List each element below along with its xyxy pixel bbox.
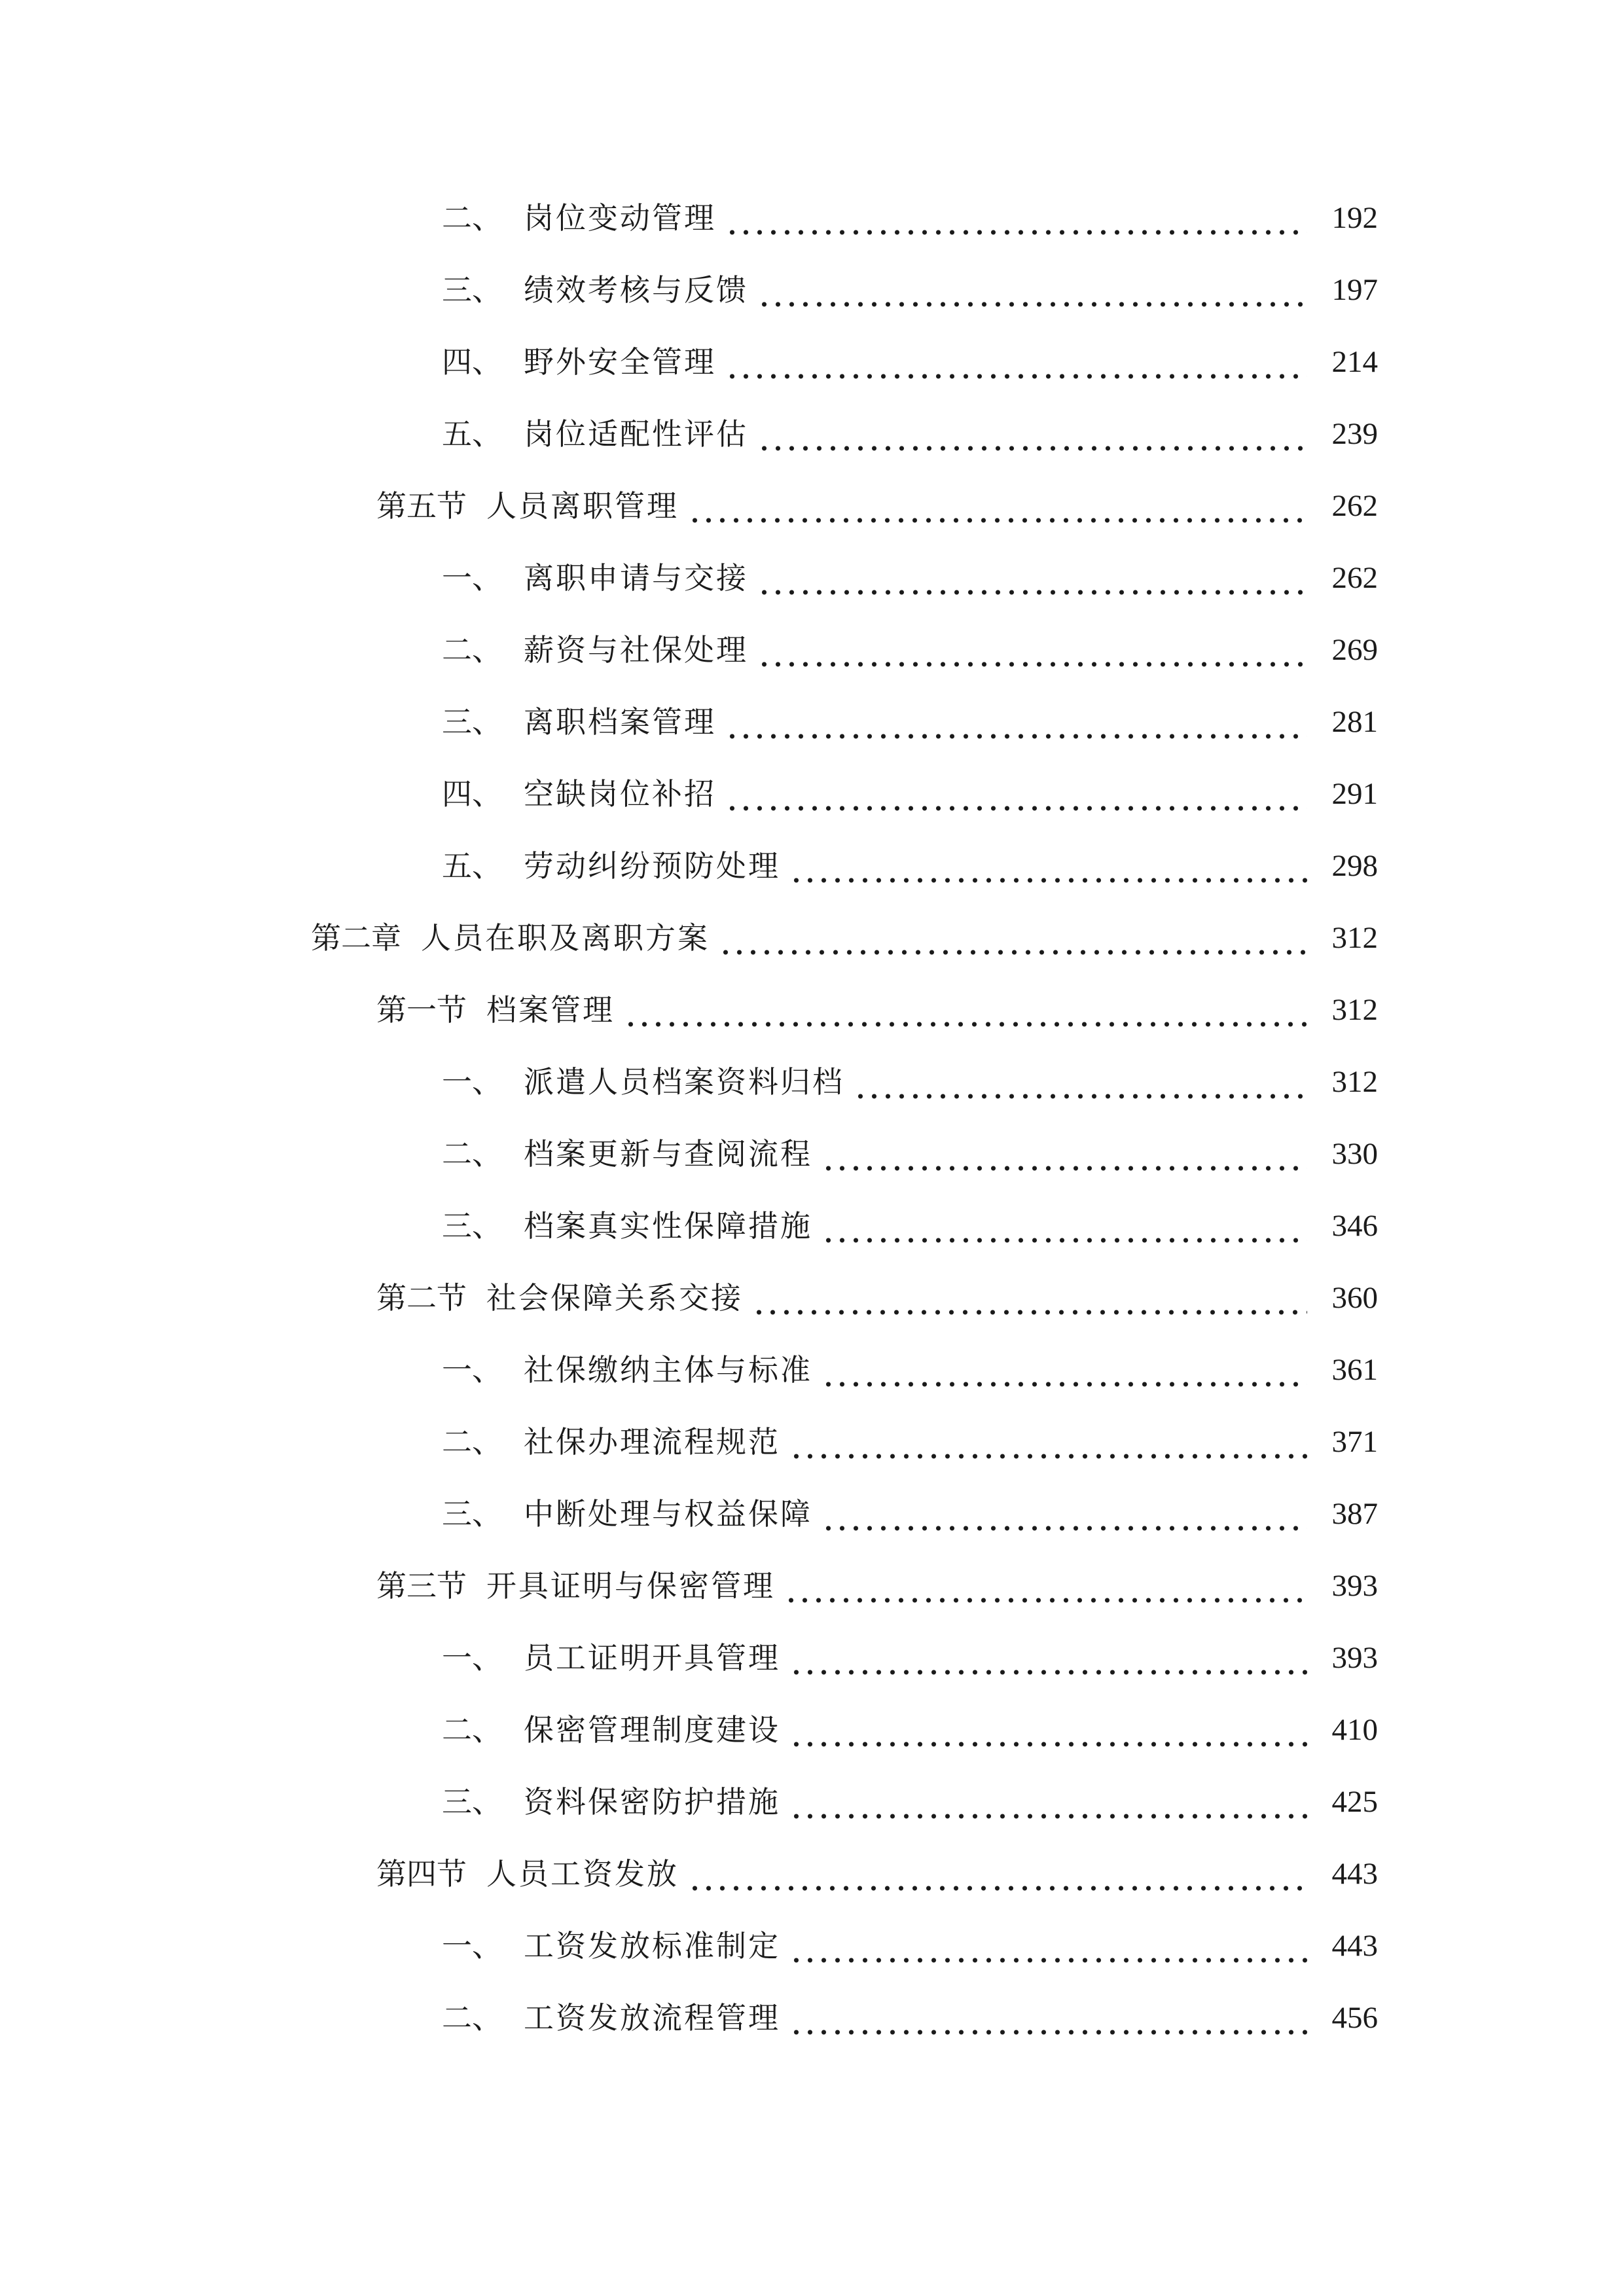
toc-entry-page: 410 — [1331, 1713, 1378, 1747]
toc-entry-number: 五、 — [442, 416, 502, 452]
toc-section-entry[interactable] — [376, 480, 1378, 532]
dot-leader — [757, 552, 1307, 604]
toc-entry-page: 239 — [1331, 417, 1378, 451]
toc-entry-title: 绩效考核与反馈 — [524, 272, 748, 308]
dot-leader — [821, 1200, 1307, 1252]
toc-entry-page: 443 — [1331, 1857, 1378, 1891]
toc-entry-title: 岗位变动管理 — [524, 200, 716, 236]
toc-entry-number: 三、 — [442, 1784, 502, 1820]
toc-entry-title: 档案真实性保障措施 — [524, 1208, 812, 1244]
toc-entry-page: 312 — [1331, 993, 1378, 1027]
dot-leader — [752, 1272, 1307, 1324]
dot-leader — [789, 840, 1307, 892]
toc-entry-page: 192 — [1331, 201, 1378, 235]
toc-entry-title: 人员工资发放 — [486, 1856, 679, 1892]
toc-entry-number: 第二章 — [311, 920, 401, 956]
toc-entry[interactable] — [442, 192, 1378, 244]
dot-leader — [789, 1632, 1307, 1684]
toc-entry-page: 214 — [1331, 345, 1378, 379]
toc-entry[interactable] — [442, 1488, 1378, 1540]
toc-entry-number: 二、 — [442, 1136, 502, 1172]
toc-entry-number: 三、 — [442, 272, 502, 308]
toc-entry-page: 443 — [1331, 1929, 1378, 1963]
toc-entry[interactable] — [442, 1632, 1378, 1684]
toc-entry[interactable] — [442, 1200, 1378, 1252]
toc-entry-title: 社保办理流程规范 — [524, 1424, 780, 1460]
toc-entry-title: 中断处理与权益保障 — [524, 1496, 812, 1532]
toc-entry-title: 社保缴纳主体与标准 — [524, 1352, 812, 1388]
toc-entry[interactable] — [442, 696, 1378, 748]
toc-entry-title: 开具证明与保密管理 — [486, 1568, 775, 1604]
dot-leader — [821, 1344, 1307, 1396]
toc-entry-page: 361 — [1331, 1353, 1378, 1387]
toc-entry-page: 393 — [1331, 1641, 1378, 1675]
toc-section-entry[interactable] — [376, 1848, 1378, 1900]
toc-entry-number: 三、 — [442, 1496, 502, 1532]
toc-entry-number: 三、 — [442, 1208, 502, 1244]
toc-entry-number: 第四节 — [376, 1856, 467, 1892]
dot-leader — [789, 1704, 1307, 1756]
toc-entry-page: 330 — [1331, 1137, 1378, 1171]
toc-entry-title: 空缺岗位补招 — [524, 776, 716, 812]
toc-entry-page: 262 — [1331, 489, 1378, 523]
dot-leader — [784, 1560, 1307, 1612]
dot-leader — [725, 192, 1307, 244]
toc-entry-title: 离职档案管理 — [524, 704, 716, 740]
toc-entry-title: 员工证明开具管理 — [524, 1640, 780, 1676]
toc-entry-number: 第五节 — [376, 488, 467, 524]
toc-entry-title: 保密管理制度建设 — [524, 1712, 780, 1748]
toc-entry-number: 四、 — [442, 344, 502, 380]
toc-entry[interactable] — [442, 1704, 1378, 1756]
toc-entry-title: 社会保障关系交接 — [486, 1280, 743, 1316]
toc-entry-title: 人员离职管理 — [486, 488, 679, 524]
dot-leader — [789, 1920, 1307, 1972]
toc-entry[interactable] — [442, 1776, 1378, 1828]
toc-entry-page: 197 — [1331, 273, 1378, 307]
dot-leader — [821, 1488, 1307, 1540]
toc-entry-number: 二、 — [442, 632, 502, 668]
toc-entry-title: 档案管理 — [486, 992, 615, 1028]
toc-entry-number: 第一节 — [376, 992, 467, 1028]
toc-entry-page: 387 — [1331, 1497, 1378, 1531]
dot-leader — [725, 696, 1307, 748]
toc-entry-number: 第二节 — [376, 1280, 467, 1316]
toc-entry-title: 岗位适配性评估 — [524, 416, 748, 452]
toc-entry-title: 劳动纠纷预防处理 — [524, 848, 780, 884]
toc-entry-title: 档案更新与查阅流程 — [524, 1136, 812, 1172]
dot-leader — [688, 480, 1307, 532]
toc-entry[interactable] — [442, 840, 1378, 892]
toc-entry[interactable] — [442, 264, 1378, 316]
toc-entry-page: 298 — [1331, 849, 1378, 883]
toc-entry-page: 269 — [1331, 633, 1378, 667]
dot-leader — [624, 984, 1307, 1036]
toc-entry[interactable] — [442, 768, 1378, 820]
toc-entry-page: 262 — [1331, 561, 1378, 595]
toc-entry[interactable] — [442, 1992, 1378, 2044]
toc-entry-number: 三、 — [442, 704, 502, 740]
dot-leader — [789, 1776, 1307, 1828]
toc-entry-page: 312 — [1331, 1065, 1378, 1099]
toc-entry[interactable] — [442, 1920, 1378, 1972]
toc-entry-page: 360 — [1331, 1281, 1378, 1315]
dot-leader — [789, 1992, 1307, 2044]
toc-entry-number: 二、 — [442, 2000, 502, 2036]
toc-entry-title: 工资发放标准制定 — [524, 1928, 780, 1964]
toc-entry-title: 薪资与社保处理 — [524, 632, 748, 668]
toc-entry-number: 一、 — [442, 1352, 502, 1388]
toc-entry-page: 425 — [1331, 1785, 1378, 1819]
toc-entry-title: 派遣人员档案资料归档 — [524, 1064, 844, 1100]
toc-entry-number: 第三节 — [376, 1568, 467, 1604]
toc-entry-page: 281 — [1331, 705, 1378, 739]
toc-entry-page: 312 — [1331, 921, 1378, 955]
dot-leader — [725, 336, 1307, 388]
toc-entry-title: 资料保密防护措施 — [524, 1784, 780, 1820]
toc-entry-number: 四、 — [442, 776, 502, 812]
dot-leader — [757, 408, 1307, 460]
toc-section-entry[interactable] — [376, 1560, 1378, 1612]
toc-entry[interactable] — [442, 336, 1378, 388]
dot-leader — [757, 624, 1307, 676]
toc-entry-title: 人员在职及离职方案 — [421, 920, 710, 956]
toc-entry-title: 离职申请与交接 — [524, 560, 748, 596]
toc-entry-number: 二、 — [442, 1712, 502, 1748]
toc-entry-page: 346 — [1331, 1209, 1378, 1243]
dot-leader — [854, 1056, 1307, 1108]
toc-entry-page: 393 — [1331, 1569, 1378, 1603]
toc-entry-page: 456 — [1331, 2001, 1378, 2035]
toc-section-entry[interactable] — [376, 984, 1378, 1036]
toc-entry[interactable] — [442, 552, 1378, 604]
toc-entry-number: 一、 — [442, 1640, 502, 1676]
toc-entry-page: 291 — [1331, 777, 1378, 811]
toc-entry-number: 五、 — [442, 848, 502, 884]
toc-entry[interactable] — [442, 408, 1378, 460]
toc-entry[interactable] — [442, 1128, 1378, 1180]
toc-entry-number: 二、 — [442, 200, 502, 236]
toc-entry-title: 工资发放流程管理 — [524, 2000, 780, 2036]
dot-leader — [821, 1128, 1307, 1180]
toc-chapter-entry[interactable] — [311, 912, 1378, 964]
toc-section-entry[interactable] — [376, 1272, 1378, 1324]
dot-leader — [725, 768, 1307, 820]
toc-entry[interactable] — [442, 1056, 1378, 1108]
toc-entry-number: 一、 — [442, 560, 502, 596]
dot-leader — [688, 1848, 1307, 1900]
toc-entry-page: 371 — [1331, 1425, 1378, 1459]
dot-leader — [757, 264, 1307, 316]
toc-entry[interactable] — [442, 1416, 1378, 1468]
dot-leader — [789, 1416, 1307, 1468]
toc-entry-number: 二、 — [442, 1424, 502, 1460]
toc-entry-number: 一、 — [442, 1064, 502, 1100]
dot-leader — [719, 912, 1307, 964]
toc-entry[interactable] — [442, 624, 1378, 676]
toc-entry-number: 一、 — [442, 1928, 502, 1964]
toc-entry-title: 野外安全管理 — [524, 344, 716, 380]
toc-entry[interactable] — [442, 1344, 1378, 1396]
